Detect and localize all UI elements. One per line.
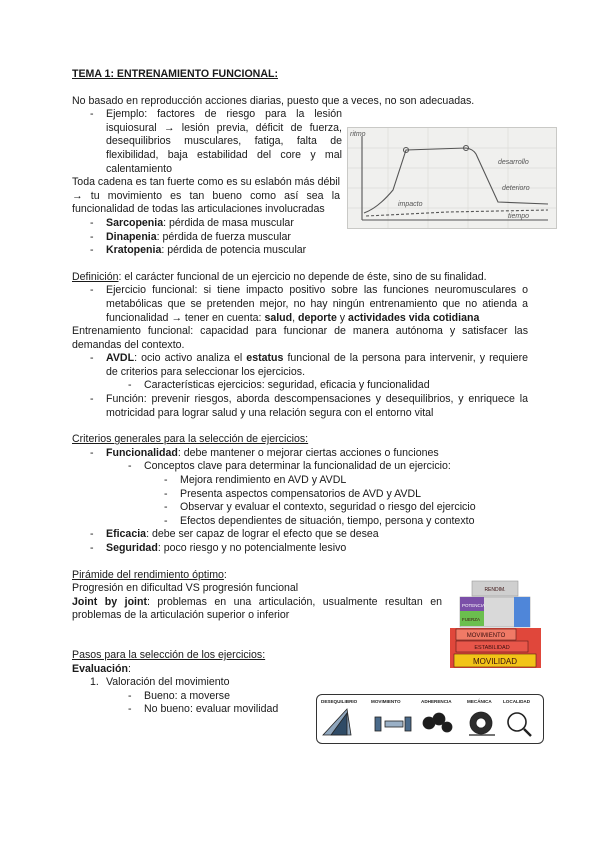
- list-item: - Ejemplo: factores de riesgo para la lesión isquiosural → lesión previa, déficit de fuerza, desequilibrios musculares, fatiga, falta de flexibilidad, baja estabilidad del core y mal calentamiento: [90, 108, 342, 175]
- avdl-text: funcional de la persona para intervenir, y requiere de criterios para seleccionar los ejercicios.: [106, 352, 528, 378]
- concepts-text: Conceptos clave para determinar la funcionalidad de un ejercicio:: [144, 460, 451, 473]
- concept-item: Observar y evaluar el contexto, seguridad o riesgo del ejercicio: [180, 501, 476, 514]
- list-item: - Dinapenia: pérdida de fuerza muscular: [90, 230, 291, 243]
- kratopenia-term: Kratopenia: [106, 244, 162, 257]
- joint-by-joint-paragraph: [72, 596, 442, 623]
- example-list: [72, 108, 342, 176]
- list-item: - Efectos dependientes de situación, tiempo, persona y contexto: [164, 514, 475, 527]
- functional-exercise-text: Ejercicio funcional: si tiene impacto positivo sobre las funciones neuromusculares o metabólicas que se pretenden mejor, no hay ningún entrenamiento que no atienda a funcionalidad → tener en cuenta:: [106, 284, 528, 324]
- sarcopenia-term: Sarcopenia: [106, 216, 164, 229]
- steps-figure-label: DESEQUILIBRIO: [321, 699, 358, 704]
- pyramid-heading: Pirámide del rendimiento óptimo: [72, 568, 224, 581]
- pyramid-level-label: RENDIM.: [484, 587, 506, 593]
- sketch-label: impacto: [398, 201, 423, 208]
- list-item: - Función: prevenir riesgos, aborda descompensaciones y desequilibrios, y enriquece la motricidad para lograr salud y una relación segura con el entorno vital: [90, 393, 528, 419]
- sketch-label: tiempo: [508, 213, 530, 220]
- funcionalidad-text: : debe mantener o mejorar ciertas acciones o funciones: [177, 446, 439, 459]
- list-item: - Presenta aspectos compensatorios de AVD y AVDL: [164, 487, 422, 500]
- list-item: - Bueno: a moverse: [128, 689, 230, 702]
- keyword-avd: actividades vida cotidiana: [348, 311, 480, 324]
- chain-paragraph: Toda cadena es tan fuerte como es su eslabón más débil → tu movimiento es tan bueno como así sea la funcionalidad de todas las articulaciones involucradas: [72, 176, 340, 216]
- sketch-label: ritmo: [350, 131, 366, 138]
- colon: :: [223, 568, 227, 581]
- avdl-list: [72, 352, 528, 420]
- separator: y: [336, 311, 349, 324]
- concept-item: Presenta aspectos compensatorios de AVD y AVDL: [180, 487, 422, 500]
- seguridad-text: : poco riesgo y no potencialmente lesivo: [157, 542, 347, 554]
- definition-list: [72, 284, 528, 325]
- seguridad-term: Seguridad: [106, 542, 158, 554]
- concept-item: Efectos dependientes de situación, tiempo, persona y contexto: [180, 514, 475, 527]
- pyramid-level-label: MOVILIDAD: [472, 657, 518, 666]
- item-number: 1.: [90, 676, 99, 689]
- list-item: - Observar y evaluar el contexto, seguridad o riesgo del ejercicio: [164, 501, 476, 514]
- list-item: - Eficacia: debe ser capaz de lograr el efecto que se desea: [90, 528, 379, 541]
- keyword-deporte: deporte: [298, 311, 337, 324]
- funcionalidad-term: Funcionalidad: [106, 446, 178, 459]
- definition-heading: Definición: [72, 270, 119, 283]
- concept-item: Mejora rendimiento en AVD y AVDL: [180, 474, 347, 487]
- list-item: - AVDL: ocio activo analiza el estatus funcional de la persona para intervenir, y requiere de criterios para seleccionar los ejercicios.: [90, 352, 528, 378]
- steps-figure-label: LOCALIDAD: [503, 699, 531, 704]
- sketch-label: deterioro: [502, 185, 530, 192]
- pyramid-level-label: ESTABILIDAD: [474, 645, 510, 651]
- list-item: - Funcionalidad: debe mantener o mejorar ciertas acciones o funciones: [90, 446, 439, 459]
- steps-figure-label: ADHERENCIA: [421, 699, 452, 704]
- sarcopenia-desc: : pérdida de masa muscular: [163, 216, 294, 229]
- performance-pyramid: [448, 578, 543, 669]
- joint-by-joint-term: Joint by joint: [72, 595, 147, 608]
- characteristics-text: Características ejercicios: seguridad, eficacia y funcionalidad: [144, 379, 430, 392]
- intro-paragraph: No basado en reproducción acciones diarias, puesto que a veces, no son adecuadas.: [72, 94, 475, 107]
- pyramid-level-label: FUERZA: [462, 617, 480, 622]
- sketch-drawing: [348, 128, 556, 228]
- sub-item: Bueno: a moverse: [144, 689, 230, 702]
- steps-heading: Pasos para la selección de los ejercicios:: [72, 648, 266, 661]
- eficacia-term: Eficacia: [106, 528, 147, 541]
- list-item: - Kratopenia: pérdida de potencia muscular: [90, 244, 307, 257]
- function-text: Función: prevenir riesgos, aborda descompensaciones y desequilibrios, y enriquece la motricidad para lograr salud y una relación segura con el entorno vital: [106, 393, 528, 419]
- list-item: - Conceptos clave para determinar la funcionalidad de un ejercicio:: [128, 460, 451, 473]
- kratopenia-desc: : pérdida de potencia muscular: [161, 244, 307, 257]
- list-item: - Mejora rendimiento en AVD y AVDL: [164, 474, 347, 487]
- avdl-term: AVDL: [106, 352, 135, 365]
- keyword-salud: salud: [264, 311, 293, 324]
- sub-item: No bueno: evaluar movilidad: [144, 703, 279, 716]
- pyramid-level-label: POTENCIA: [462, 603, 486, 608]
- steps-figure-label: MOVIMIENTO: [371, 699, 401, 704]
- list-item: - Ejercicio funcional: si tiene impacto positivo sobre las funciones neuromusculares o metabólicas que se pretenden mejor, no hay ningún entrenamiento que no atienda a funcionalidad → tener en cuenta: salud, deporte y actividades vida cotidiana: [90, 284, 528, 324]
- list-item: - Características ejercicios: seguridad, eficacia y funcionalidad: [128, 379, 430, 392]
- pyramid-level-label: MOVIMIENTO: [466, 633, 506, 639]
- separator: ,: [292, 311, 298, 324]
- colon: :: [127, 662, 131, 675]
- list-item: - Seguridad: poco riesgo y no potencialmente lesivo: [90, 542, 347, 554]
- list-item: [72, 676, 528, 690]
- joint-by-joint-text: : problemas en una articulación, usualmente resultan en problemas de la articulación superior o inferior: [72, 595, 442, 622]
- page-title: TEMA 1: ENTRENAMIENTO FUNCIONAL:: [72, 68, 278, 80]
- selection-steps-figure: [316, 694, 544, 744]
- steps-figure-label: MECÁNICA: [467, 699, 492, 704]
- eficacia-text: : debe ser capaz de lograr el efecto que se desea: [146, 528, 379, 541]
- dinapenia-term: Dinapenia: [106, 230, 157, 243]
- list-item: - Sarcopenia: pérdida de masa muscular: [90, 216, 294, 229]
- movement-evaluation-text: Valoración del movimiento: [106, 676, 230, 689]
- training-paragraph: Entrenamiento funcional: capacidad para funcionar de manera autónoma y satisfacer las demandas del contexto.: [72, 325, 528, 351]
- estatus-term: estatus: [246, 352, 284, 365]
- example-text: Ejemplo: factores de riesgo para la lesión isquiosural → lesión previa, déficit de fuerza, desequilibrios musculares, fatiga, falta de flexibilidad, baja estabilidad del core y mal calentamiento: [106, 108, 342, 175]
- criteria-heading: Criterios generales para la selección de ejercicios:: [72, 433, 309, 446]
- progression-line: Progresión en dificultad VS progresión funcional: [72, 582, 299, 595]
- sketch-label: desarrollo: [498, 159, 529, 166]
- list-item: - No bueno: evaluar movilidad: [128, 703, 279, 716]
- dinapenia-desc: : pérdida de fuerza muscular: [156, 230, 291, 243]
- definition-paragraph: [72, 271, 528, 285]
- criteria-list: [72, 447, 528, 556]
- evaluation-term: Evaluación: [72, 662, 128, 675]
- definition-text: : el carácter funcional de un ejercicio no depende de éste, sino de su finalidad.: [118, 270, 487, 283]
- pyramid-drawing: [448, 578, 543, 669]
- performance-curve-sketch: [347, 127, 557, 229]
- steps-drawing: [317, 695, 543, 743]
- avdl-text: : ocio activo analiza el: [134, 352, 247, 365]
